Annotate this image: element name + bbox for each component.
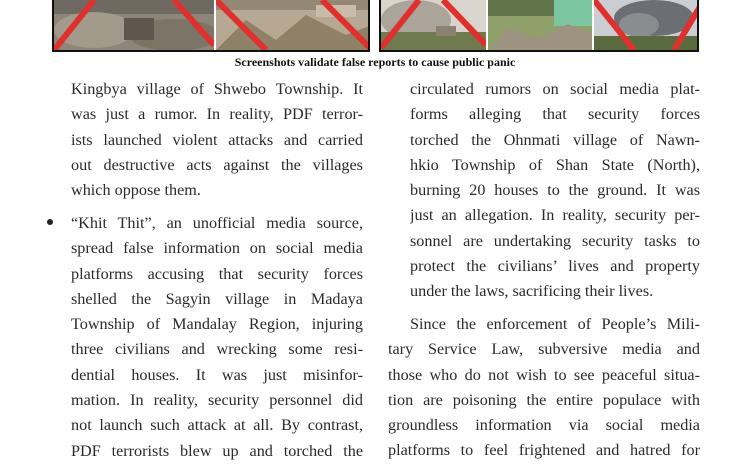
text-line: dential houses. It was just misinfor-: [71, 365, 363, 384]
text-line: those who do not wish to see peaceful situa-: [388, 365, 700, 384]
text-line: sonnel are undertaking security tasks to: [410, 231, 700, 250]
smoke-village-photo: [381, 0, 486, 50]
text-line: burning 20 houses to the ground. It was: [410, 181, 700, 200]
text-line: platforms to feel frightened and hatred for: [388, 441, 700, 460]
text-line: shelled the Sagyin village in Madaya: [71, 289, 363, 308]
text-line: which oppose them.: [71, 181, 201, 200]
text-line: just an allegation. In reality, security per-: [410, 206, 700, 225]
text-line: tion are poisoning the entire populace with: [388, 390, 700, 409]
text-line: mation. In reality, security personnel did: [71, 391, 363, 410]
text-line: circulated rumors on social media plat-: [410, 80, 700, 98]
burning-house-photo: [594, 0, 699, 50]
text-line: Township of Mandalay Region, injuring: [71, 315, 363, 334]
text-line: tary Service Law, subversive media and: [388, 340, 700, 359]
debris-yard-photo: [488, 0, 592, 50]
text-line: forms alleging that security forces: [410, 105, 700, 124]
bullet-icon: [47, 219, 53, 225]
text-line: ists launched violent attacks and carried: [71, 130, 363, 149]
right-column: [410, 77, 700, 305]
right-column-para2: [388, 312, 700, 464]
text-line: groundless information via social media: [388, 416, 700, 435]
dirt-road-photo: [54, 0, 214, 50]
text-line: PDF terrorists blew up and torched the: [71, 441, 363, 460]
text-line: Kingbya village of Shwebo Township. It: [71, 80, 363, 98]
text-line: Since the enforcement of People’s Mili-: [410, 315, 700, 333]
text-line: platforms accusing that security forces: [71, 264, 363, 283]
rubble-photo: [216, 0, 370, 50]
text-line: hkio Township of Shan State (North),: [410, 155, 700, 174]
text-line: was just a rumor. In reality, PDF terror-: [71, 105, 363, 124]
left-column: [71, 77, 363, 203]
photo-strip-right: [379, 0, 699, 52]
text-line: not launch such attack at all. By contrast,: [71, 416, 363, 435]
text-line: torched the Ohnmati village of Nawn-: [410, 130, 700, 149]
text-line: under the laws, sacrificing their lives.: [410, 282, 654, 301]
photo-strip-left: [52, 0, 370, 52]
text-line: out destructive acts against the villages: [71, 155, 363, 174]
text-line: “Khit Thit”, an unofficial media source,: [71, 214, 363, 232]
left-column-bullet: [71, 211, 363, 464]
figure-caption: Screenshots validate false reports to cause public panic: [234, 55, 516, 69]
text-line: three civilians and wrecking some resi-: [71, 340, 363, 359]
text-line: spread false information on social media: [71, 239, 363, 258]
text-line: protect the civilians’ lives and property: [410, 257, 700, 276]
